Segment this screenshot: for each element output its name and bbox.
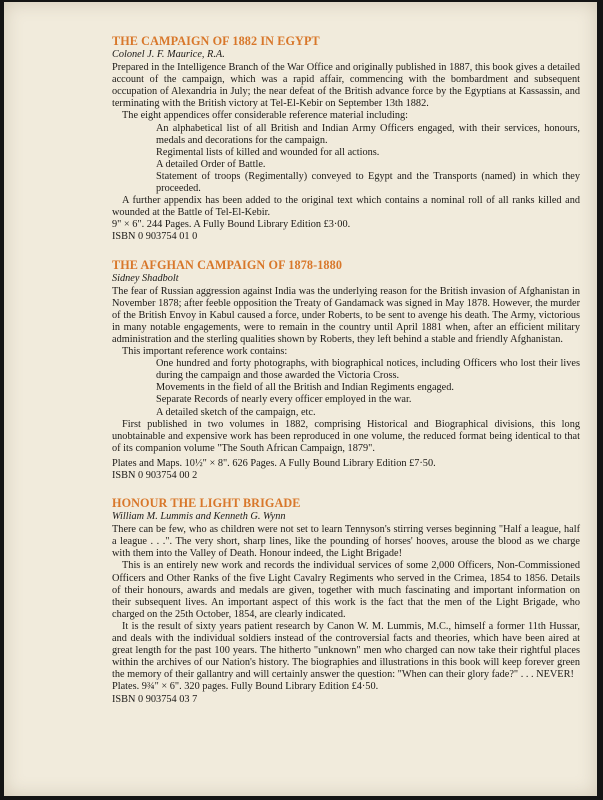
section-author: Sidney Shadbolt — [112, 272, 179, 284]
catalogue-text — [112, 34, 580, 720]
section-intro: There can be few, who as children were not set to learn Tennyson's stirring verses beginning "Half a league, half a league . . .". The very short, sharp lines, like the pounding of horses' hooves, arouse the blood as we charge with them into the Valley of Death. Honour indeed, the Light Brigade! — [112, 524, 580, 560]
section-afghan-campaign — [112, 258, 580, 483]
book-isbn: ISBN 0 903754 03 7 — [112, 693, 198, 705]
list-item: Separate Records of nearly every officer employed in the war. — [156, 394, 412, 406]
list-lead: This important reference work contains: — [122, 346, 288, 358]
appendix-list — [146, 123, 580, 196]
contents-list — [146, 358, 580, 418]
list-lead: The eight appendices offer considerable reference material including: — [122, 110, 408, 122]
list-item: A detailed Order of Battle. — [156, 158, 266, 170]
section-paragraph: It is the result of sixty years patient research by Canon W. M. Lummis, M.C., himself a former 11th Hussar, and deals with the individual soldiers instead of the controversial facts and theories, which have been aired at great length for the past 100 years. The hitherto "unknown" men who charged can now take their rightful places within the archives of our Nation's history. The biographies and illustrations in this book will keep forever green the memory of their gallantry and will certainly answer the question: "When can their glory fade?" . . . NEVER! — [112, 620, 580, 681]
section-light-brigade — [112, 496, 580, 706]
list-item: Movements in the field of all the British and Indian Regiments engaged. — [156, 382, 454, 394]
book-isbn: ISBN 0 903754 00 2 — [112, 470, 198, 481]
section-closing: First published in two volumes in 1882, comprising Historical and Biographical divisions, this long unobtainable and expensive work has been reproduced in one volume, the reduced format being identical to that of its companion volume "The South African Campaign, 1879". — [112, 418, 580, 454]
section-title: HONOUR THE LIGHT BRIGADE — [112, 496, 301, 511]
section-paragraph: This is an entirely new work and records the individual services of some 2,000 Officers, Non-Commissioned Officers and Other Ranks of the five Light Cavalry Regiments who served in the Crimea, 1854 to 1856. Details of their honours, awards and medals are given, together with much fascinating and important information on their subsequent lives. An important aspect of this work is the fact that the men of the Light Brigade, who charged on the 25th October, 1854, are clearly indicated. — [112, 560, 580, 620]
section-intro: The fear of Russian aggression against India was the underlying reason for the British invasion of Afghanistan in November 1878; after feeble opposition the Treaty of Gandamack was signed in May 1878. However, the murder of the British Envoy in Kabul caused a force, under Roberts, to be sent to avenge his death. The Army, victorious in many notable engagements, were to remain in the country until April 1881 when, after an efficient military administration and the sterling qualities shown by Roberts, they left behind a stable and friendly Afghanistan. — [112, 285, 580, 345]
book-specs: 9" × 6". 244 Pages. A Fully Bound Library Edition £3·00. — [112, 219, 351, 231]
section-title: THE AFGHAN CAMPAIGN OF 1878-1880 — [112, 257, 343, 272]
list-item: A detailed sketch of the campaign, etc. — [156, 406, 316, 418]
list-item: Statement of troops (Regimentally) conveyed to Egypt and the Transports (named) in which they proceeded. — [156, 170, 580, 195]
section-closing: A further appendix has been added to the original text which contains a nominal roll of all ranks killed and wounded at the Battle of Tel-El-Kebir. — [112, 195, 580, 219]
list-item: An alphabetical list of all British and Indian Army Officers engaged, with their services, honours, medals and decorations for the campaign. — [156, 122, 580, 146]
list-item: Regimental lists of killed and wounded for all actions. — [156, 146, 380, 158]
section-author: William M. Lummis and Kenneth G. Wynn — [112, 511, 286, 523]
section-title: THE CAMPAIGN OF 1882 IN EGYPT — [112, 34, 320, 48]
section-author: Colonel J. F. Maurice, R.A. — [112, 49, 225, 60]
book-specs: Plates and Maps. 10½" × 8". 626 Pages. A Fully Bound Library Edition £7·50. — [112, 457, 436, 469]
book-isbn: ISBN 0 903754 01 0 — [112, 231, 198, 243]
book-specs: Plates. 9¾" × 6". 320 pages. Fully Bound Library Edition £4·50. — [112, 681, 379, 693]
list-item: One hundred and forty photographs, with biographical notices, including Officers who lost their lives during the campaign and those awarded the Victoria Cross. — [156, 358, 580, 382]
section-egypt-1882 — [112, 34, 580, 244]
book-jacket-back — [4, 2, 597, 796]
section-intro: Prepared in the Intelligence Branch of the War Office and originally published in 1887, this book gives a detailed account of the campaign, which was a rapid affair, commencing with the bombardment and subsequent occupation of Alexandria in July; the near defeat of the British advance force by the Egyptians at Kassassin, and terminating with the British victory at Tel-El-Kebir on September 13th 1882. — [112, 62, 580, 110]
